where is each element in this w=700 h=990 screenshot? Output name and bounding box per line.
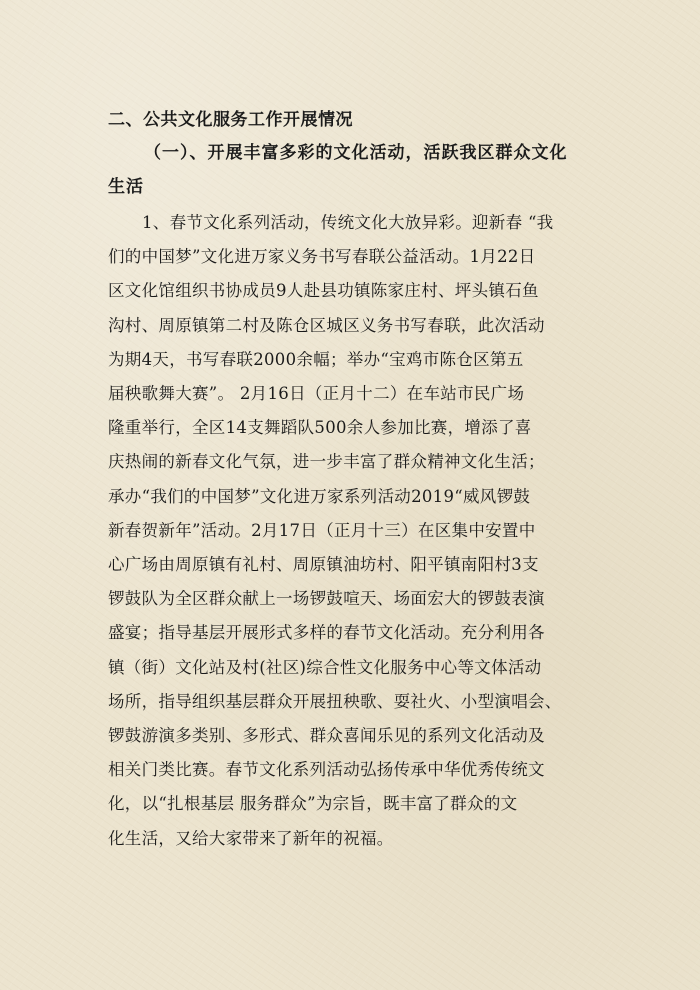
paragraph-line: 锣鼓游演多类别、多形式、群众喜闻乐见的系列文化活动及: [108, 726, 545, 746]
paragraph-line: 心广场由周原镇有礼村、周原镇油坊村、阳平镇南阳村3支: [108, 555, 539, 575]
paragraph-line: 届秧歌舞大赛”。 2月16日（正月十二）在车站市民广场: [108, 384, 525, 404]
paragraph-line: 化，以“扎根基层 服务群众”为宗旨，既丰富了群众的文: [108, 794, 518, 814]
paragraph-line: 1、春节文化系列活动，传统文化大放异彩。迎新春 “我: [142, 213, 554, 232]
paragraph-line: 镇（街）文化站及村(社区)综合性文化服务中心等文体活动: [108, 657, 542, 677]
paragraph-line: 承办“我们的中国梦”文化进万家系列活动2019“威风锣鼓: [108, 486, 531, 506]
paragraph-line: 隆重举行，全区14支舞蹈队500余人参加比赛，增添了喜: [108, 418, 532, 438]
section-heading: 二、公共文化服务工作开展情况: [108, 110, 353, 130]
paragraph-line: 化生活，又给大家带来了新年的祝福。: [108, 828, 394, 848]
paragraph-line: 们的中国梦”文化进万家义务书写春联公益活动。1月22日: [108, 247, 536, 267]
paragraph-line: 庆热闹的新春文化气氛，进一步丰富了群众精神文化生活；: [108, 452, 545, 472]
paragraph-line: 区文化馆组织书协成员9人赴县功镇陈家庄村、坪头镇石鱼: [108, 281, 539, 301]
paragraph-line: 为期4天，书写春联2000余幅；举办“宝鸡市陈仓区第五: [108, 349, 524, 369]
paragraph-line: 场所，指导组织基层群众开展扭秧歌、耍社火、小型演唱会、: [108, 691, 562, 711]
paragraph-line: 沟村、周原镇第二村及陈仓区城区义务书写春联，此次活动: [108, 315, 545, 335]
subsection-heading-line-2: 生活: [108, 177, 144, 197]
paragraph-line: 新春贺新年”活动。2月17日（正月十三）在区集中安置中: [108, 520, 536, 540]
document-body: [108, 104, 608, 856]
paragraph-spring-festival: [108, 206, 608, 856]
paragraph-line: 相关门类比赛。春节文化系列活动弘扬传承中华优秀传统文: [108, 760, 545, 780]
paragraph-line: 锣鼓队为全区群众献上一场锣鼓喧天、场面宏大的锣鼓表演: [108, 589, 545, 609]
paragraph-line: 盛宴；指导基层开展形式多样的春节文化活动。充分利用各: [108, 623, 545, 643]
subsection-heading-line-1: （一）、开展丰富多彩的文化活动，活跃我区群众文化: [144, 143, 568, 163]
